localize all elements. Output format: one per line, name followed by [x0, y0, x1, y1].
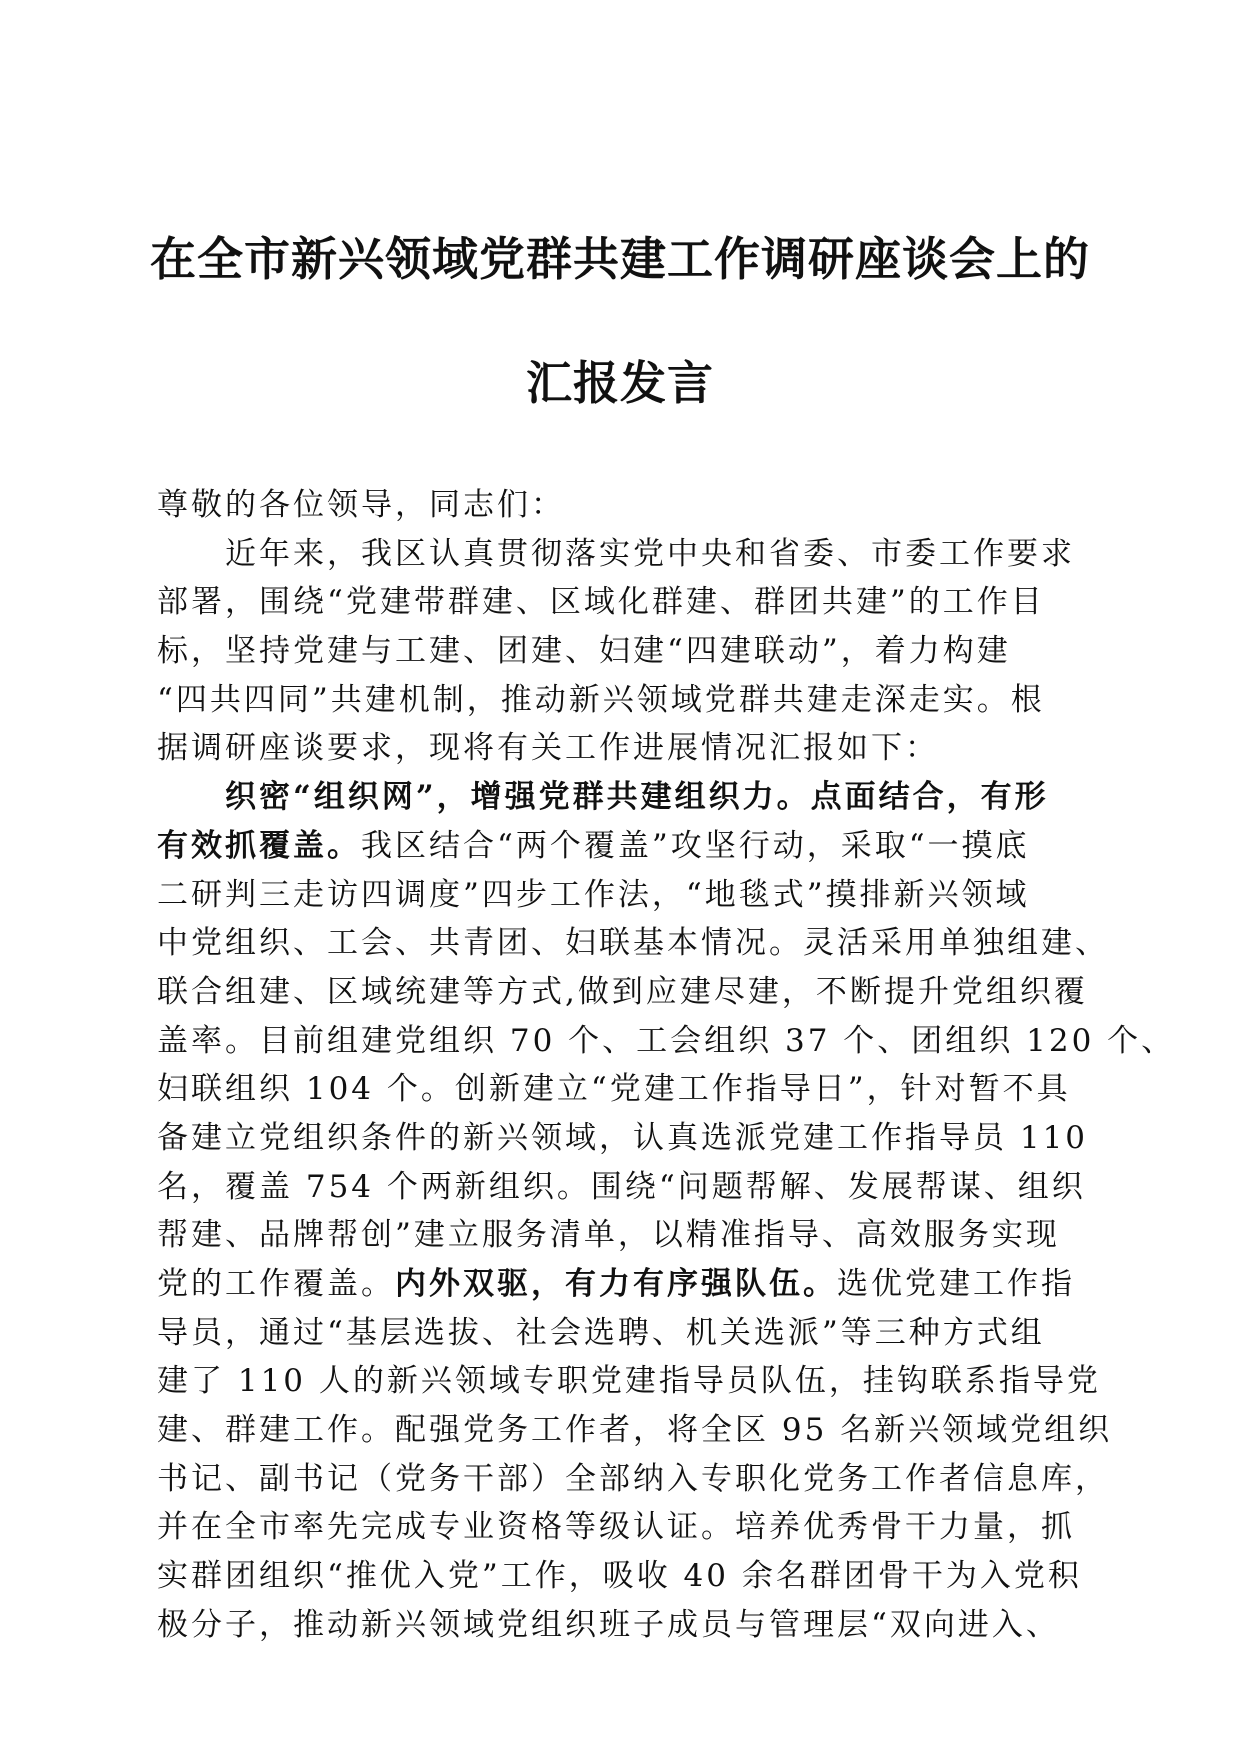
- section1-line: 帮建、品牌帮创”建立服务清单，以精准指导、高效服务实现: [157, 1217, 1060, 1254]
- intro-line: 部署，围绕“党建带群建、区域化群建、群团共建”的工作目: [157, 584, 1045, 621]
- document-title-line-2: 汇报发言: [526, 356, 714, 410]
- section1-line: 实群团组织“推优入党”工作，吸收 40 余名群团骨干为入党积: [157, 1558, 1082, 1595]
- section1-heading-part2: 有效抓覆盖。: [157, 827, 361, 864]
- section1-line: 建、群建工作。配强党务工作者，将全区 95 名新兴领域党组织: [157, 1412, 1113, 1449]
- document-title-line-1: 在全市新兴领域党群共建工作调研座谈会上的: [150, 232, 1090, 286]
- section1-heading-part1: 织密“组织网”，增强党群共建组织力。点面结合，有形: [225, 779, 1049, 816]
- section1-heading-line: [157, 773, 1077, 822]
- intro-line: 近年来，我区认真贯彻落实党中央和省委、市委工作要求: [225, 535, 1075, 572]
- section1-line: 书记、副书记（党务干部）全部纳入专职化党务工作者信息库，: [157, 1460, 1109, 1497]
- section1-subheading: 内外双驱，有力有序强队伍。: [395, 1266, 837, 1302]
- salutation: 尊敬的各位领导，同志们：: [157, 487, 565, 523]
- intro-line: 标，坚持党建与工建、团建、妇建“四建联动”，着力构建: [157, 633, 1011, 670]
- intro-line: 据调研座谈要求，现将有关工作进展情况汇报如下：: [157, 730, 939, 767]
- document-body: [157, 481, 1176, 1650]
- section1-line: 二研判三走访四调度”四步工作法，“地毯式”摸排新兴领域: [157, 876, 1030, 913]
- section1-line: [157, 1260, 1077, 1309]
- intro-line: “四共四同”共建机制，推动新兴领域党群共建走深走实。根: [157, 681, 1045, 718]
- section1-line: 联合组建、区域统建等方式,做到应建尽建，不断提升党组织覆: [157, 973, 1088, 1010]
- section1-line: 备建立党组织条件的新兴领域，认真选派党建工作指导员 110: [157, 1119, 1089, 1156]
- section1-line: 并在全市率先完成专业资格等级认证。培养优秀骨干力量，抓: [157, 1509, 1075, 1546]
- section1-line: 导员，通过“基层选拔、社会选聘、机关选派”等三种方式组: [157, 1314, 1045, 1351]
- section1-line: 极分子，推动新兴领域党组织班子成员与管理层“双向进入、: [157, 1606, 1060, 1643]
- section1-line: 盖率。目前组建党组织 70 个、工会组织 37 个、团组织 120 个、: [157, 1022, 1176, 1059]
- section1-line: 中党组织、工会、共青团、妇联基本情况。灵活采用单独组建、: [157, 925, 1109, 962]
- section1-line: [157, 822, 1077, 871]
- section1-line-text: 选优党建工作指: [837, 1266, 1075, 1302]
- section1-line-text: 我区结合“两个覆盖”攻坚行动，采取“一摸底: [361, 827, 1030, 864]
- section1-line: 名，覆盖 754 个两新组织。围绕“问题帮解、发展帮谋、组织: [157, 1168, 1086, 1205]
- section1-line-text: 党的工作覆盖。: [157, 1266, 395, 1302]
- section1-line: 建了 110 人的新兴领域专职党建指导员队伍，挂钩联系指导党: [157, 1363, 1101, 1400]
- section1-line: 妇联组织 104 个。创新建立“党建工作指导日”，针对暂不具: [157, 1071, 1071, 1108]
